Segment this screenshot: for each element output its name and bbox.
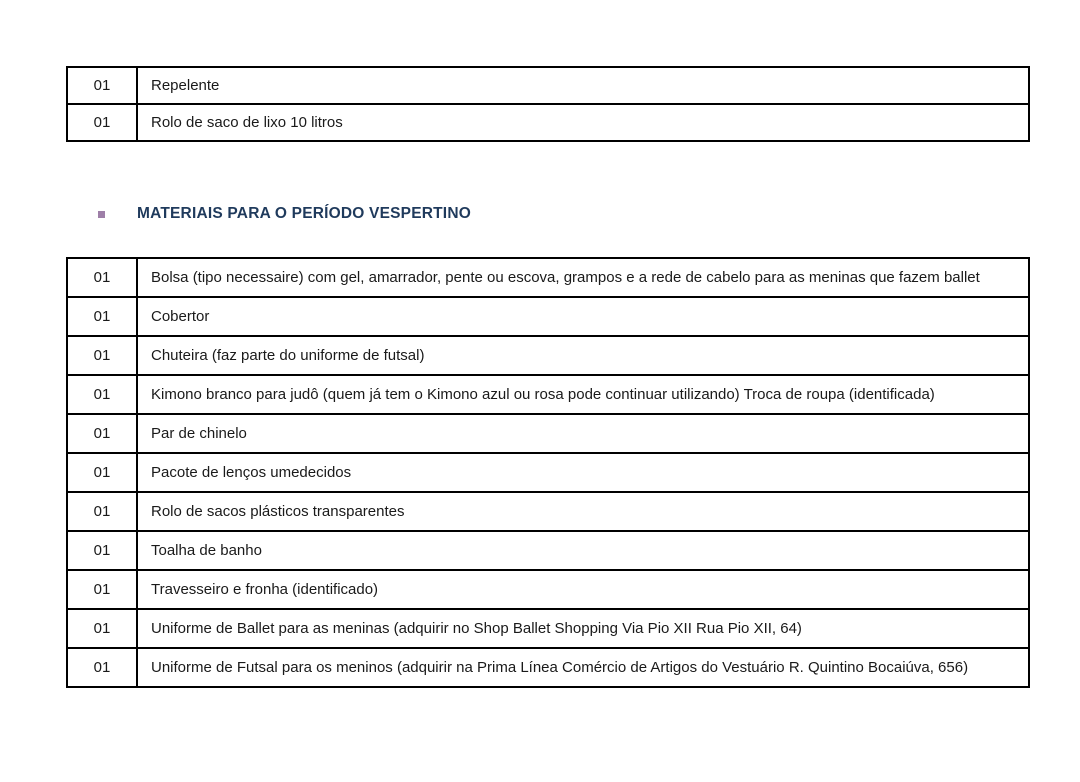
item-cell: Uniforme de Ballet para as meninas (adquirir no Shop Ballet Shopping Via Pio XII Rua Pio XII, 64) <box>137 609 1029 648</box>
qty-cell: 01 <box>67 648 137 687</box>
section-title: MATERIAIS PARA O PERÍODO VESPERTINO <box>137 205 471 222</box>
item-cell: Bolsa (tipo necessaire) com gel, amarrador, pente ou escova, grampos e a rede de cabelo para as meninas que fazem ballet <box>137 258 1029 297</box>
qty-cell: 01 <box>67 104 137 141</box>
table-row <box>67 297 1029 336</box>
morning-extra-table <box>66 66 1030 142</box>
table-row <box>67 258 1029 297</box>
qty-cell: 01 <box>67 336 137 375</box>
vespertino-materials-table <box>66 257 1030 688</box>
qty-cell: 01 <box>67 570 137 609</box>
item-cell: Kimono branco para judô (quem já tem o Kimono azul ou rosa pode continuar utilizando) Troca de roupa (identificada) <box>137 375 1029 414</box>
qty-cell: 01 <box>67 414 137 453</box>
item-cell: Uniforme de Futsal para os meninos (adquirir na Prima Línea Comércio de Artigos do Vestuário R. Quintino Bocaiúva, 656) <box>137 648 1029 687</box>
qty-cell: 01 <box>67 531 137 570</box>
table-row <box>67 375 1029 414</box>
item-cell: Par de chinelo <box>137 414 1029 453</box>
qty-cell: 01 <box>67 258 137 297</box>
table-row <box>67 609 1029 648</box>
square-bullet-icon <box>98 211 105 218</box>
qty-cell: 01 <box>67 67 137 104</box>
qty-cell: 01 <box>67 375 137 414</box>
table-row <box>67 453 1029 492</box>
table-row <box>67 336 1029 375</box>
item-cell: Toalha de banho <box>137 531 1029 570</box>
item-cell: Cobertor <box>137 297 1029 336</box>
item-cell: Chuteira (faz parte do uniforme de futsal) <box>137 336 1029 375</box>
table-row <box>67 531 1029 570</box>
table-row <box>67 492 1029 531</box>
item-cell: Rolo de sacos plásticos transparentes <box>137 492 1029 531</box>
qty-cell: 01 <box>67 609 137 648</box>
section-heading <box>98 204 471 224</box>
item-cell: Repelente <box>137 67 1029 104</box>
qty-cell: 01 <box>67 492 137 531</box>
item-cell: Travesseiro e fronha (identificado) <box>137 570 1029 609</box>
qty-cell: 01 <box>67 297 137 336</box>
table-row <box>67 570 1029 609</box>
table-row <box>67 104 1029 141</box>
qty-cell: 01 <box>67 453 137 492</box>
table-row <box>67 414 1029 453</box>
table-row <box>67 67 1029 104</box>
item-cell: Pacote de lenços umedecidos <box>137 453 1029 492</box>
item-cell: Rolo de saco de lixo 10 litros <box>137 104 1029 141</box>
table-row <box>67 648 1029 687</box>
